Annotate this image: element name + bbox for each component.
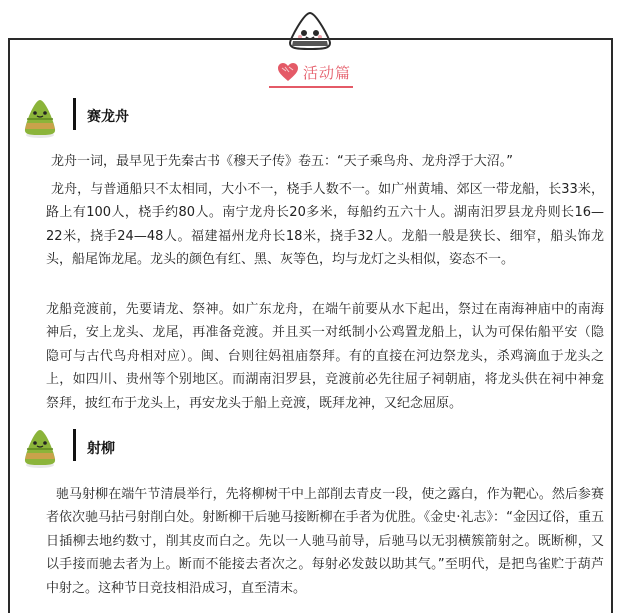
section-paragraph: 驰马射柳在端午节清晨举行，先将柳树干中上部削去青皮一段，使之露白，作为靶心。然后参赛者依次驰马拈弓射削白处。射断柳干后驰马接断柳在手者为优胜。《金史·礼志》：“金因辽俗，重五日插柳去地约数寸，削其皮而白之。先以一人驰马前导，后驰马以无羽横簇箭射之。既断柳，又以手接而驰去者为上。断而不能接去者次之。每射必发鼓以助其气。”至明代，是把鸟雀贮于葫芦中射之。这种节日竞技相沿成习，直至清末。 xyxy=(46,487,604,596)
section-title: 射柳 xyxy=(87,441,115,457)
section-paragraph: 龙船竞渡前，先要请龙、祭神。如广东龙舟，在端午前要从水下起出，祭过在南海神庙中的南海神后，安上龙头、龙尾，再准备竞渡。并且买一对纸制小公鸡置龙船上，认为可保佑船平安（隐隐可与古代鸟舟相对应）。闽、台则往妈祖庙祭拜。有的直接在河边祭龙头，杀鸡滴血于龙头之上，如四川、贵州等个别地区。而湖南汨罗县，竞渡前必先往屈子祠朝庙，将龙头供在祠中神龛祭拜，披红布于龙头上，再安龙头于船上竞渡，既拜龙神，又纪念屈原。 xyxy=(46,302,604,411)
section-paragraph: 龙舟一词，最早见于先秦古书《穆天子传》卷五：“天子乘鸟舟、龙舟浮于大沼。” xyxy=(51,154,513,169)
zongzi-character-icon xyxy=(20,427,60,469)
section-title: 赛龙舟 xyxy=(87,109,129,125)
category-title xyxy=(277,60,353,86)
category-underline xyxy=(269,86,353,88)
section-divider xyxy=(73,429,76,461)
heart-icon xyxy=(277,62,299,82)
category-title-text: 活动篇 xyxy=(303,64,352,82)
section-paragraph: 龙舟，与普通船只不太相同，大小不一，桡手人数不一。如广州黄埔、郊区一带龙船，长33米，路上有100人，桡手约80人。南宁龙舟长20多米，每船约五六十人。湖南汨罗县龙舟则长16—22米，挠手24—48人。福建福州龙舟长18米，挠手32人。龙船一般是狭长、细窄，船头饰龙头，船尾饰龙尾。龙头的颜色有红、黑、灰等色，均与龙灯之头相似，姿态不一。 xyxy=(46,182,604,268)
section-divider xyxy=(73,98,76,130)
zongzi-character-icon xyxy=(20,97,60,139)
